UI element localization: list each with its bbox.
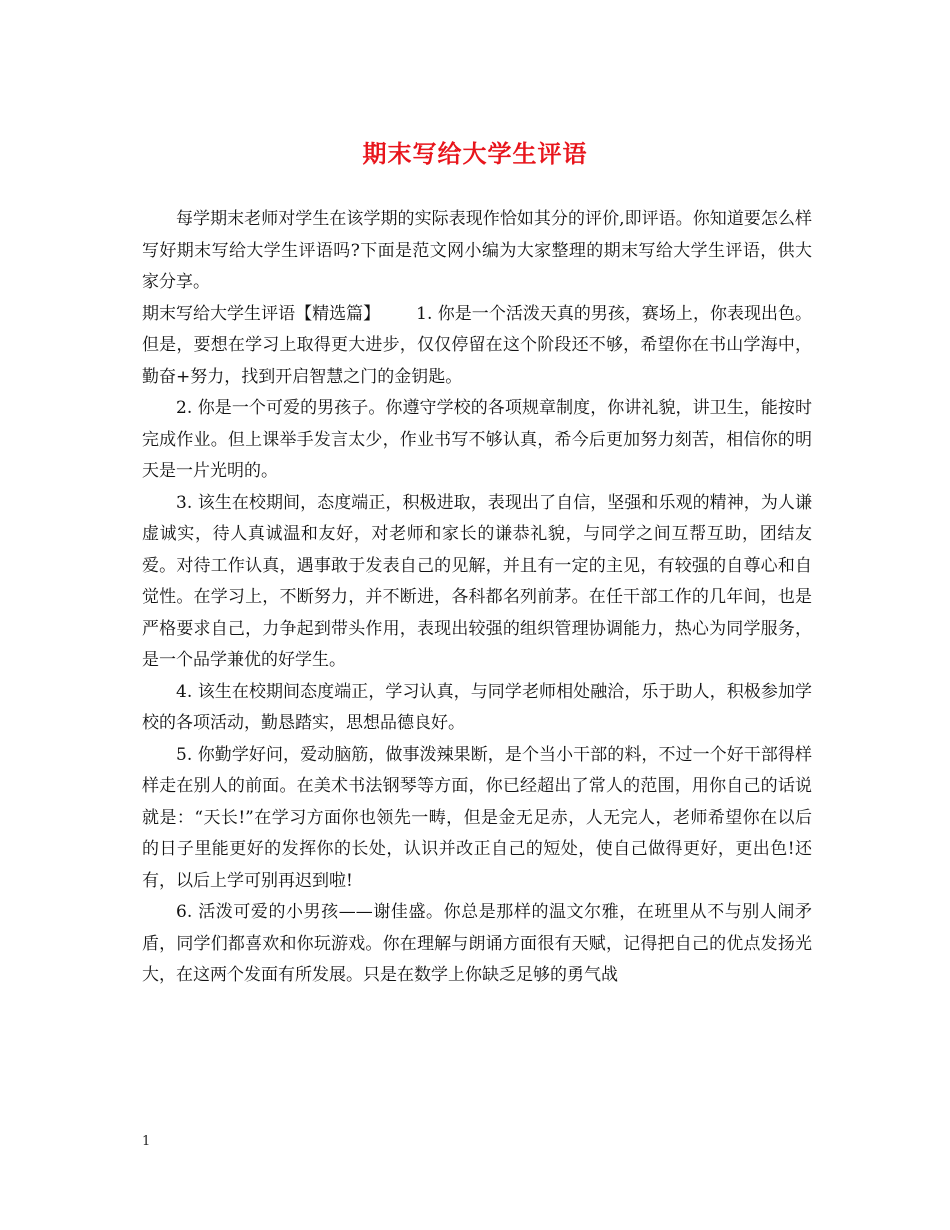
document-title: 期末写给大学生评语 xyxy=(362,140,588,168)
comment-item-3: 3. 该生在校期间，态度端正，积极进取，表现出了自信，坚强和乐观的精神，为人谦虚诚实，待人真诚温和友好，对老师和家长的谦恭礼貌，与同学之间互帮互助，团结友爱。对待工作认真，遇事敢于发表自己的见解，并且有一定的主见，有较强的自尊心和自觉性。在学习上，不断努力，并不断进，各科都名列前茅。在任干部工作的几年间，也是严格要求自己，力争起到带头作用，表现出较强的组织管理协调能力，热心为同学服务，是一个品学兼优的好学生。 xyxy=(142,492,812,670)
comment-item-6: 6. 活泼可爱的小男孩——谢佳盛。你总是那样的温文尔雅，在班里从不与别人闹矛盾，同学们都喜欢和你玩游戏。你在理解与朗诵方面很有天赋，记得把自己的优点发扬光大，在这两个发面有所发展。只是在数学上你缺乏足够的勇气战 xyxy=(142,902,812,985)
comment-item-5: 5. 你勤学好问，爱动脑筋，做事泼辣果断，是个当小干部的料，不过一个好干部得样样走在别人的前面。在美术书法钢琴等方面，你已经超出了常人的范围，用你自己的话说就是：“天长!”在学习方面你也领先一畴，但是金无足赤，人无完人，老师希望你在以后的日子里能更好的发挥你的长处，认识并改正自己的短处，使自己做得更好，更出色!还有，以后上学可别再迟到啦! xyxy=(142,744,812,891)
comment-item-4: 4. 该生在校期间态度端正，学习认真，与同学老师相处融洽，乐于助人，积极参加学校的各项活动，勤恳踏实，思想品德良好。 xyxy=(142,681,812,733)
section-heading: 期末写给大学生评语【精选篇】 xyxy=(142,303,381,324)
document-body xyxy=(142,204,812,992)
page-number: 1 xyxy=(142,1134,151,1149)
section-paragraph xyxy=(142,299,812,394)
comment-item-1: 1. 你是一个活泼天真的男孩，赛场上，你表现出色。但是，要想在学习上取得更大进步，仅仅停留在这个阶段还不够，希望你在书山学海中，勤奋+努力，找到开启智慧之门的金钥匙。 xyxy=(142,303,813,387)
intro-paragraph: 每学期末老师对学生在该学期的实际表现作恰如其分的评价,即评语。你知道要怎么样写好期末写给大学生评语吗?下面是范文网小编为大家整理的期末写给大学生评语，供大家分享。 xyxy=(142,209,812,292)
comment-item-2: 2. 你是一个可爱的男孩子。你遵守学校的各项规章制度，你讲礼貌，讲卫生，能按时完成作业。但上课举手发言太少，作业书写不够认真，希今后更加努力刻苦，相信你的明天是一片光明的。 xyxy=(142,398,812,481)
